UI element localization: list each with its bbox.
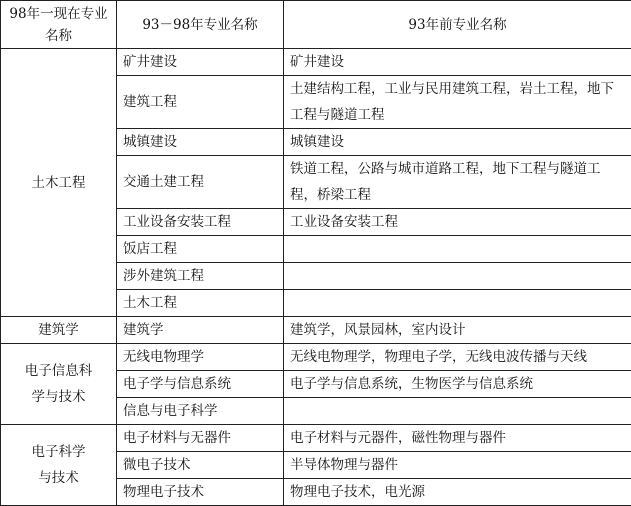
mid-major-cell: 矿井建设 [117, 49, 284, 76]
old-major-cell: 工业设备安装工程 [284, 209, 631, 236]
major-name-text: 电子科学与技术 [31, 439, 87, 491]
old-major-cell: 物理电子技术，电光源 [284, 479, 631, 506]
old-major-cell: 土建结构工程，工业与民用建筑工程，岩土工程，地下工程与隧道工程 [284, 76, 631, 129]
old-major-cell: 城镇建设 [284, 129, 631, 156]
old-major-cell [284, 236, 631, 263]
header-pre-93-major: 93年前专业名称 [284, 1, 631, 49]
mid-major-cell: 涉外建筑工程 [117, 263, 284, 290]
old-major-cell: 电子学与信息系统，生物医学与信息系统 [284, 371, 631, 398]
major-name-cell: 建筑学 [1, 317, 117, 344]
mid-major-cell: 建筑工程 [117, 76, 284, 129]
mid-major-cell: 信息与电子科学 [117, 398, 284, 425]
old-major-cell: 无线电物理学，物理电子学，无线电波传播与天线 [284, 344, 631, 371]
old-major-cell: 矿井建设 [284, 49, 631, 76]
major-name-cell: 土木工程 [1, 49, 117, 317]
header-row [1, 1, 631, 49]
header-93-98-major: 93－98年专业名称 [117, 1, 284, 49]
mid-major-cell: 电子学与信息系统 [117, 371, 284, 398]
table-row [1, 344, 631, 371]
mid-major-cell: 城镇建设 [117, 129, 284, 156]
mid-major-cell: 土木工程 [117, 290, 284, 317]
major-name-cell [1, 344, 117, 425]
mid-major-cell: 电子材料与无器件 [117, 425, 284, 452]
mid-major-cell: 微电子技术 [117, 452, 284, 479]
old-major-cell [284, 290, 631, 317]
old-major-cell: 建筑学，风景园林，室内设计 [284, 317, 631, 344]
mid-major-cell: 工业设备安装工程 [117, 209, 284, 236]
table-row [1, 317, 631, 344]
mid-major-cell: 物理电子技术 [117, 479, 284, 506]
major-name-text: 电子信息科学与技术 [25, 358, 93, 410]
mid-major-cell: 无线电物理学 [117, 344, 284, 371]
table-row [1, 49, 631, 76]
table-row [1, 425, 631, 452]
mid-major-cell: 建筑学 [117, 317, 284, 344]
major-name-cell [1, 425, 117, 506]
header-current-major: 98年一现在专业名称 [1, 1, 117, 49]
mid-major-cell: 饭店工程 [117, 236, 284, 263]
old-major-cell [284, 398, 631, 425]
mid-major-cell: 交通土建工程 [117, 156, 284, 209]
old-major-cell: 铁道工程，公路与城市道路工程，地下工程与隧道工程，桥梁工程 [284, 156, 631, 209]
old-major-cell: 半导体物理与器件 [284, 452, 631, 479]
old-major-cell [284, 263, 631, 290]
old-major-cell: 电子材料与元器件，磁性物理与器件 [284, 425, 631, 452]
